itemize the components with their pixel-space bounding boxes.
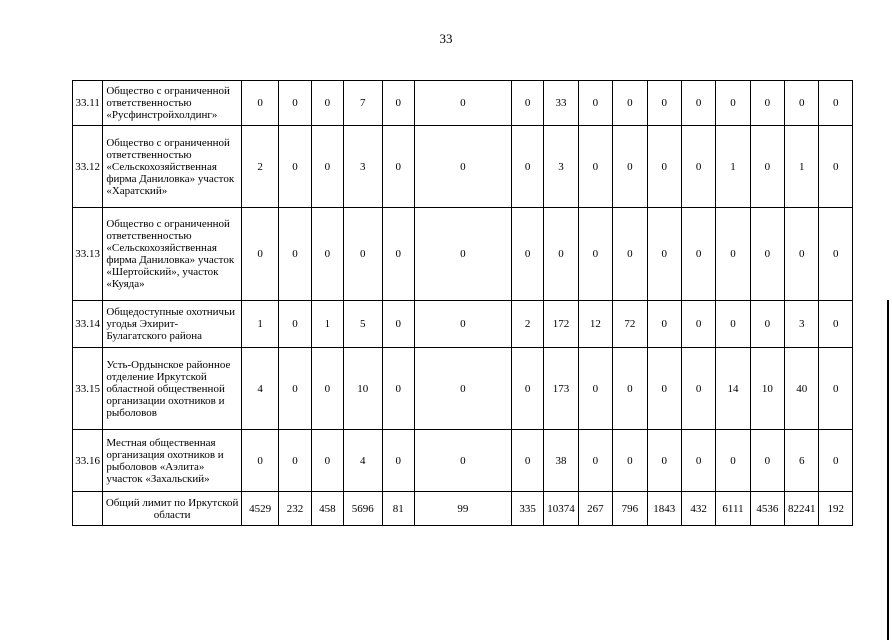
cell: 0 [681, 348, 715, 430]
row-number: 33.12 [73, 126, 103, 208]
organization-name: Общедоступные охотничьи угодья Эхирит-Булагатского района [103, 301, 242, 348]
cell: 2 [511, 301, 543, 348]
cell: 0 [511, 430, 543, 492]
cell: 1 [785, 126, 819, 208]
cell: 0 [819, 126, 853, 208]
table-row [73, 301, 853, 348]
cell: 33 [544, 81, 578, 126]
table-row [73, 81, 853, 126]
table-row [73, 430, 853, 492]
cell: 0 [716, 81, 750, 126]
cell: 4 [344, 430, 382, 492]
total-cell: 4529 [241, 492, 278, 526]
cell: 0 [819, 301, 853, 348]
cell: 0 [382, 430, 414, 492]
total-cell: 6111 [716, 492, 750, 526]
cell: 1 [311, 301, 343, 348]
cell: 0 [647, 430, 681, 492]
table-row [73, 208, 853, 301]
organization-name: Общество с ограниченной ответственностью «Русфинстройхолдинг» [103, 81, 242, 126]
cell: 0 [511, 126, 543, 208]
cell: 0 [785, 208, 819, 301]
cell: 1 [241, 301, 278, 348]
cell: 0 [414, 208, 511, 301]
cell: 1 [716, 126, 750, 208]
cell: 40 [785, 348, 819, 430]
cell: 38 [544, 430, 578, 492]
cell: 0 [613, 81, 647, 126]
total-cell: 458 [311, 492, 343, 526]
row-number: 33.15 [73, 348, 103, 430]
cell: 0 [414, 301, 511, 348]
total-cell: 796 [613, 492, 647, 526]
total-label: Общий лимит по Иркутской области [103, 492, 242, 526]
cell: 0 [613, 348, 647, 430]
cell: 0 [647, 126, 681, 208]
row-number: 33.14 [73, 301, 103, 348]
cell: 0 [750, 430, 784, 492]
total-cell: 81 [382, 492, 414, 526]
organization-name: Общество с ограниченной ответственностью «Сельскохозяйственная фирма Даниловка» участок «Шертойский», участок «Куяда» [103, 208, 242, 301]
cell: 173 [544, 348, 578, 430]
total-cell: 5696 [344, 492, 382, 526]
cell: 0 [279, 208, 311, 301]
cell: 3 [785, 301, 819, 348]
cell: 0 [311, 208, 343, 301]
total-cell: 4536 [750, 492, 784, 526]
cell: 0 [647, 208, 681, 301]
cell: 0 [819, 208, 853, 301]
cell: 0 [819, 430, 853, 492]
row-number: 33.11 [73, 81, 103, 126]
cell: 0 [241, 81, 278, 126]
cell: 0 [382, 81, 414, 126]
total-cell: 232 [279, 492, 311, 526]
table-row [73, 348, 853, 430]
cell: 0 [681, 81, 715, 126]
cell: 0 [750, 208, 784, 301]
cell: 6 [785, 430, 819, 492]
cell: 0 [578, 126, 612, 208]
row-number-empty [73, 492, 103, 526]
cell: 0 [716, 208, 750, 301]
cell: 4 [241, 348, 278, 430]
cell: 3 [544, 126, 578, 208]
cell: 0 [544, 208, 578, 301]
cell: 0 [382, 348, 414, 430]
cell: 0 [578, 430, 612, 492]
row-number: 33.16 [73, 430, 103, 492]
cell: 0 [511, 208, 543, 301]
cell: 5 [344, 301, 382, 348]
cell: 0 [716, 430, 750, 492]
cell: 0 [279, 301, 311, 348]
cell: 2 [241, 126, 278, 208]
cell: 0 [613, 208, 647, 301]
cell: 72 [613, 301, 647, 348]
cell: 0 [414, 348, 511, 430]
cell: 0 [819, 81, 853, 126]
cell: 0 [279, 430, 311, 492]
cell: 0 [716, 301, 750, 348]
total-cell: 192 [819, 492, 853, 526]
cell: 0 [344, 208, 382, 301]
cell: 0 [578, 348, 612, 430]
cell: 0 [311, 348, 343, 430]
cell: 0 [241, 208, 278, 301]
cell: 0 [311, 81, 343, 126]
total-cell: 99 [414, 492, 511, 526]
total-cell: 10374 [544, 492, 578, 526]
cell: 12 [578, 301, 612, 348]
cell: 0 [819, 348, 853, 430]
organization-name: Общество с ограниченной ответственностью «Сельскохозяйственная фирма Даниловка» участок «Харатский» [103, 126, 242, 208]
cell: 0 [311, 126, 343, 208]
cell: 10 [344, 348, 382, 430]
row-number: 33.13 [73, 208, 103, 301]
cell: 0 [750, 81, 784, 126]
cell: 0 [414, 430, 511, 492]
cell: 0 [681, 208, 715, 301]
cell: 0 [613, 126, 647, 208]
cell: 0 [414, 126, 511, 208]
total-cell: 82241 [785, 492, 819, 526]
cell: 0 [279, 81, 311, 126]
cell: 0 [647, 81, 681, 126]
cell: 0 [241, 430, 278, 492]
cell: 0 [750, 301, 784, 348]
cell: 0 [647, 301, 681, 348]
cell: 10 [750, 348, 784, 430]
cell: 0 [279, 126, 311, 208]
total-cell: 1843 [647, 492, 681, 526]
cell: 3 [344, 126, 382, 208]
table-row [73, 126, 853, 208]
page-number: 33 [439, 31, 453, 46]
cell: 0 [750, 126, 784, 208]
cell: 0 [414, 81, 511, 126]
cell: 172 [544, 301, 578, 348]
cell: 0 [681, 430, 715, 492]
cell: 0 [511, 81, 543, 126]
organization-name: Местная общественная организация охотников и рыболовов «Аэлита» участок «Захальский» [103, 430, 242, 492]
cell: 0 [382, 208, 414, 301]
cell: 0 [382, 126, 414, 208]
cell: 0 [681, 301, 715, 348]
cell: 0 [681, 126, 715, 208]
total-cell: 432 [681, 492, 715, 526]
cell: 0 [578, 81, 612, 126]
total-cell: 335 [511, 492, 543, 526]
cell: 14 [716, 348, 750, 430]
cell: 0 [511, 348, 543, 430]
cell: 0 [382, 301, 414, 348]
hunting-limits-table [72, 80, 853, 526]
cell: 0 [647, 348, 681, 430]
cell: 0 [613, 430, 647, 492]
total-cell: 267 [578, 492, 612, 526]
cell: 0 [578, 208, 612, 301]
cell: 0 [279, 348, 311, 430]
cell: 0 [311, 430, 343, 492]
organization-name: Усть-Ордынское районное отделение Иркутской областной общественной организации охотников и рыболовов [103, 348, 242, 430]
scan-edge-line [887, 300, 889, 640]
cell: 7 [344, 81, 382, 126]
cell: 0 [785, 81, 819, 126]
total-row [73, 492, 853, 526]
